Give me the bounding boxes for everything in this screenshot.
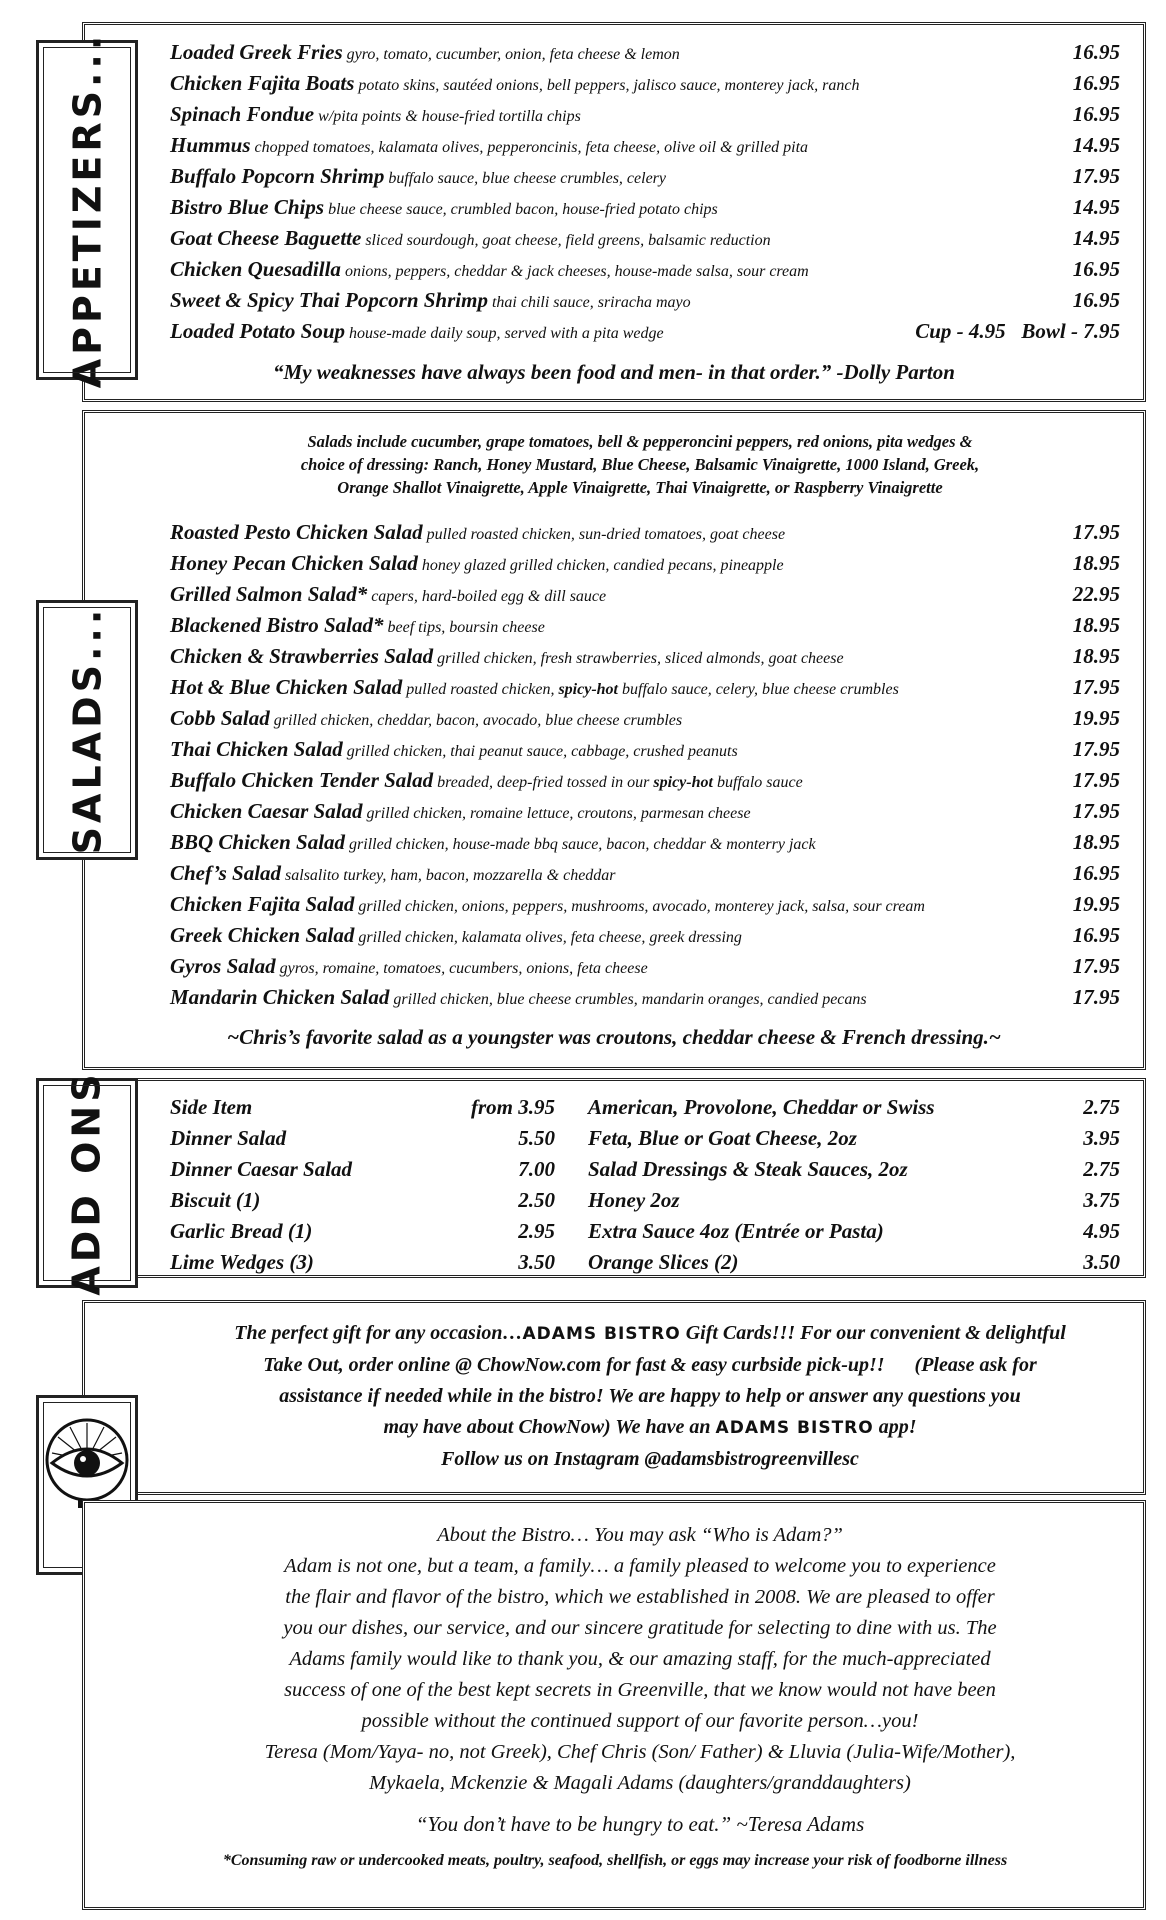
salads-note-line: Orange Shallot Vinaigrette, Apple Vinaigrette, Thai Vinaigrette, or Raspberry Vinaigrette [337,478,943,497]
menu-item [170,164,1120,195]
item-price: 18.95 [1072,551,1120,575]
item-description: w/pita points & house-fried tortilla chips [318,108,581,125]
item-price: 17.95 [1072,985,1120,1009]
addon-item [588,1219,1120,1250]
item-name: Gyros Salad [170,954,276,978]
promo-line1-pre: The perfect gift for any occasion… [234,1322,523,1344]
item-description: capers, hard-boiled egg & dill sauce [371,588,607,605]
desc-pre: pulled roasted chicken, [406,681,555,698]
item-name: Chicken Fajita Salad [170,892,355,916]
about-line: Adam is not one, but a team, a family… a family pleased to welcome you to experience [284,1555,996,1577]
addon-name: Biscuit (1) [170,1188,261,1212]
addon-price: from 3.95 [471,1095,555,1119]
addon-item [588,1126,1120,1157]
addon-name: Extra Sauce 4oz (Entrée or Pasta) [588,1219,884,1243]
addon-price: 7.00 [518,1157,555,1181]
promo-text [170,1318,1130,1475]
item-description: potato skins, sautéed onions, bell peppers, jalisco sauce, monterey jack, ranch [358,77,860,94]
promo-line2: Take Out, order online @ ChowNow.com for fast & easy curbside pick-up!! (Please ask for [263,1354,1037,1376]
item-description: grilled chicken, fresh strawberries, sliced almonds, goat cheese [437,650,844,667]
addon-name: Honey 2oz [588,1188,680,1212]
item-description: house-made daily soup, served with a pita wedge [349,325,664,342]
menu-item [170,861,1120,892]
menu-item [170,737,1120,768]
menu-item [170,102,1120,133]
promo-line3: assistance if needed while in the bistro! We are happy to help or answer any questions you [279,1385,1021,1407]
addon-name: Lime Wedges (3) [170,1250,314,1274]
addon-price: 3.95 [1083,1126,1120,1150]
addons-tab [36,1070,138,1296]
item-description: buffalo sauce, blue cheese crumbles, celery [388,170,667,187]
about-line: About the Bistro… You may ask “Who is Adam?” [437,1524,843,1546]
menu-item [170,288,1120,319]
menu-item [170,985,1120,1016]
menu-item [170,582,1120,613]
item-price: 17.95 [1072,164,1120,188]
item-price: 14.95 [1072,226,1120,250]
item-name: Mandarin Chicken Salad [170,985,390,1009]
about-line: the flair and flavor of the bistro, which we established in 2008. We are pleased to offer [285,1586,995,1608]
salads-note [150,430,1130,499]
addon-name: Garlic Bread (1) [170,1219,313,1243]
appetizers-tab [36,31,138,389]
item-name: Chicken Caesar Salad [170,799,363,823]
item-description: gyros, romaine, tomatoes, cucumbers, onions, feta cheese [279,960,648,977]
item-price: 22.95 [1072,582,1120,606]
salads-note-line: choice of dressing: Ranch, Honey Mustard, Blue Cheese, Balsamic Vinaigrette, 1000 Island, Greek, [300,455,980,474]
item-description: pulled roasted chicken, sun-dried tomatoes, goat cheese [426,526,786,543]
addon-price: 2.75 [1083,1157,1120,1181]
item-price: 16.95 [1072,40,1120,64]
item-price: 17.95 [1072,799,1120,823]
item-price: 16.95 [1072,257,1120,281]
item-price: 17.95 [1072,520,1120,544]
addon-price: 2.95 [518,1219,555,1243]
item-description: grilled chicken, onions, peppers, mushrooms, avocado, monterey jack, salsa, sour cream [358,898,925,915]
item-price: 16.95 [1072,861,1120,885]
item-name: Blackened Bistro Salad* [170,613,384,637]
addons-tab-label: ADD ONS [65,1070,110,1296]
item-description: grilled chicken, cheddar, bacon, avocado, blue cheese crumbles [273,712,683,729]
item-name: Roasted Pesto Chicken Salad [170,520,423,544]
item-name: Hummus [170,133,251,157]
menu-item [170,706,1120,737]
menu-item [170,923,1120,954]
addon-price: 3.75 [1083,1188,1120,1212]
addon-item [588,1250,1120,1281]
about-line: Mykaela, Mckenzie & Magali Adams (daughters/granddaughters) [369,1772,911,1794]
brand-name: ADAMS BISTRO [522,1324,681,1344]
addon-name: Orange Slices (2) [588,1250,739,1274]
salads-quote: ~Chris’s favorite salad as a youngster was croutons, cheddar cheese & French dressing.~ [227,1025,1001,1049]
item-name: Goat Cheese Baguette [170,226,362,250]
item-name: Bistro Blue Chips [170,195,325,219]
item-name: Loaded Greek Fries [170,40,343,64]
promo-line4-pre: may have about ChowNow) We have an [383,1416,711,1438]
addon-name: Salad Dressings & Steak Sauces, 2oz [588,1157,908,1181]
menu-item [170,768,1120,799]
addon-name: Dinner Caesar Salad [170,1157,353,1181]
menu-item [170,613,1120,644]
item-name: Cobb Salad [170,706,270,730]
addon-item [588,1157,1120,1188]
salads-note-line: Salads include cucumber, grape tomatoes, bell & pepperoncini peppers, red onions, pita wedges & [307,432,973,451]
menu-item [170,133,1120,164]
item-description: honey glazed grilled chicken, candied pecans, pineapple [421,557,784,574]
addon-item [170,1219,555,1250]
addon-price: 5.50 [518,1126,555,1150]
menu-item [170,257,1120,288]
item-description: grilled chicken, thai peanut sauce, cabbage, crushed peanuts [346,743,738,760]
item-price: 19.95 [1072,892,1120,916]
salads-tab [36,600,138,860]
item-price: 16.95 [1072,71,1120,95]
item-name: Sweet & Spicy Thai Popcorn Shrimp [170,288,488,312]
item-description: sliced sourdough, goat cheese, field greens, balsamic reduction [365,232,771,249]
promo-line4-post: app! [878,1416,917,1438]
item-price: 16.95 [1072,102,1120,126]
item-price: 18.95 [1072,613,1120,637]
item-description: grilled chicken, kalamata olives, feta cheese, greek dressing [358,929,742,946]
about-line: success of one of the best kept secrets in Greenville, that we know would not have been [284,1679,996,1701]
item-price: 14.95 [1072,195,1120,219]
menu-item [170,799,1120,830]
menu-item [170,195,1120,226]
desc-spicy-hot: spicy-hot [653,774,713,791]
item-name: BBQ Chicken Salad [170,830,346,854]
salads-tab-label: SALADS... [65,605,109,855]
addon-item [170,1126,555,1157]
item-description: chopped tomatoes, kalamata olives, pepperoncinis, feta cheese, olive oil & grilled pita [254,139,809,156]
desc-post: buffalo sauce, celery, blue cheese crumbles [622,681,899,698]
about-line: Adams family would like to thank you, & our amazing staff, for the much-appreciated [289,1648,991,1670]
menu-item [170,954,1120,985]
item-price: 17.95 [1072,768,1120,792]
item-description [406,681,899,698]
item-description: grilled chicken, romaine lettuce, croutons, parmesan cheese [366,805,751,822]
item-name: Chicken Fajita Boats [170,71,355,95]
item-price: Cup - 4.95 Bowl - 7.95 [915,319,1120,343]
desc-pre: breaded, deep-fried tossed in our [437,774,650,791]
item-description: gyro, tomato, cucumber, onion, feta cheese & lemon [346,46,680,63]
menu-item [170,551,1120,582]
item-name: Chicken & Strawberries Salad [170,644,434,668]
addon-item [170,1095,555,1126]
item-name: Greek Chicken Salad [170,923,355,947]
item-price: 16.95 [1072,288,1120,312]
item-description: grilled chicken, blue cheese crumbles, mandarin oranges, candied pecans [393,991,867,1008]
menu-item [170,644,1120,675]
item-name: Buffalo Popcorn Shrimp [170,164,385,188]
addon-price: 3.50 [1083,1250,1120,1274]
about-line: Teresa (Mom/Yaya- no, not Greek), Chef Chris (Son/ Father) & Lluvia (Julia-Wife/Mother), [264,1741,1016,1763]
about-text [150,1520,1130,1799]
addon-name: Feta, Blue or Goat Cheese, 2oz [588,1126,857,1150]
desc-spicy-hot: spicy-hot [558,681,618,698]
item-price: 17.95 [1072,954,1120,978]
item-name: Grilled Salmon Salad* [170,582,368,606]
addon-item [170,1157,555,1188]
item-name: Buffalo Chicken Tender Salad [170,768,434,792]
item-name: Chef’s Salad [170,861,282,885]
addon-item [588,1095,1120,1126]
item-name: Spinach Fondue [170,102,315,126]
menu-item [170,40,1120,71]
menu-item [170,319,1120,350]
item-price: 17.95 [1072,675,1120,699]
about-line: you our dishes, our service, and our sincere gratitude for selecting to dine with us. The [283,1617,997,1639]
menu-item [170,226,1120,257]
promo-line1-post: Gift Cards!!! For our convenient & delightful [685,1322,1066,1344]
item-name: Thai Chicken Salad [170,737,343,761]
about-quote: “You don’t have to be hungry to eat.” ~Teresa Adams [415,1812,865,1836]
item-price: 19.95 [1072,706,1120,730]
addon-name: American, Provolone, Cheddar or Swiss [588,1095,935,1119]
item-description: onions, peppers, cheddar & jack cheeses, house-made salsa, sour cream [344,263,809,280]
item-price: 17.95 [1072,737,1120,761]
menu-item [170,675,1120,706]
item-price: 16.95 [1072,923,1120,947]
menu-item [170,520,1120,551]
item-name: Hot & Blue Chicken Salad [170,675,403,699]
addon-item [170,1188,555,1219]
item-description: blue cheese sauce, crumbled bacon, house-fried potato chips [328,201,718,218]
menu-item [170,71,1120,102]
item-name: Loaded Potato Soup [170,319,346,343]
addon-price: 2.50 [518,1188,555,1212]
item-name: Chicken Quesadilla [170,257,341,281]
addon-price: 2.75 [1083,1095,1120,1119]
addon-item [588,1188,1120,1219]
item-price: 14.95 [1072,133,1120,157]
item-description [437,774,803,791]
item-price: 18.95 [1072,830,1120,854]
disclaimer: *Consuming raw or undercooked meats, poultry, seafood, shellfish, or eggs may increase your risk of foodborne illness [222,1852,1008,1869]
addon-price: 4.95 [1083,1219,1120,1243]
item-description: beef tips, boursin cheese [387,619,545,636]
addon-price: 3.50 [518,1250,555,1274]
addon-name: Side Item [170,1095,253,1119]
addon-item [170,1250,555,1281]
menu-item [170,830,1120,861]
desc-post: buffalo sauce [716,774,803,791]
brand-name: ADAMS BISTRO [715,1418,874,1438]
appetizers-quote: “My weaknesses have always been food and men- in that order.” -Dolly Parton [273,360,955,384]
item-description: salsalito turkey, ham, bacon, mozzarella & cheddar [285,867,616,884]
menu-item [170,892,1120,923]
item-description: grilled chicken, house-made bbq sauce, bacon, cheddar & monterry jack [349,836,816,853]
appetizers-tab-label: APPETIZERS... [65,31,110,389]
addon-name: Dinner Salad [170,1126,287,1150]
about-line: possible without the continued support of our favorite person…you! [361,1710,919,1732]
promo-instagram: Follow us on Instagram @adamsbistrogreenvillesc [441,1448,859,1470]
item-price: 18.95 [1072,644,1120,668]
item-name: Honey Pecan Chicken Salad [170,551,418,575]
item-description: thai chili sauce, sriracha mayo [491,294,691,311]
